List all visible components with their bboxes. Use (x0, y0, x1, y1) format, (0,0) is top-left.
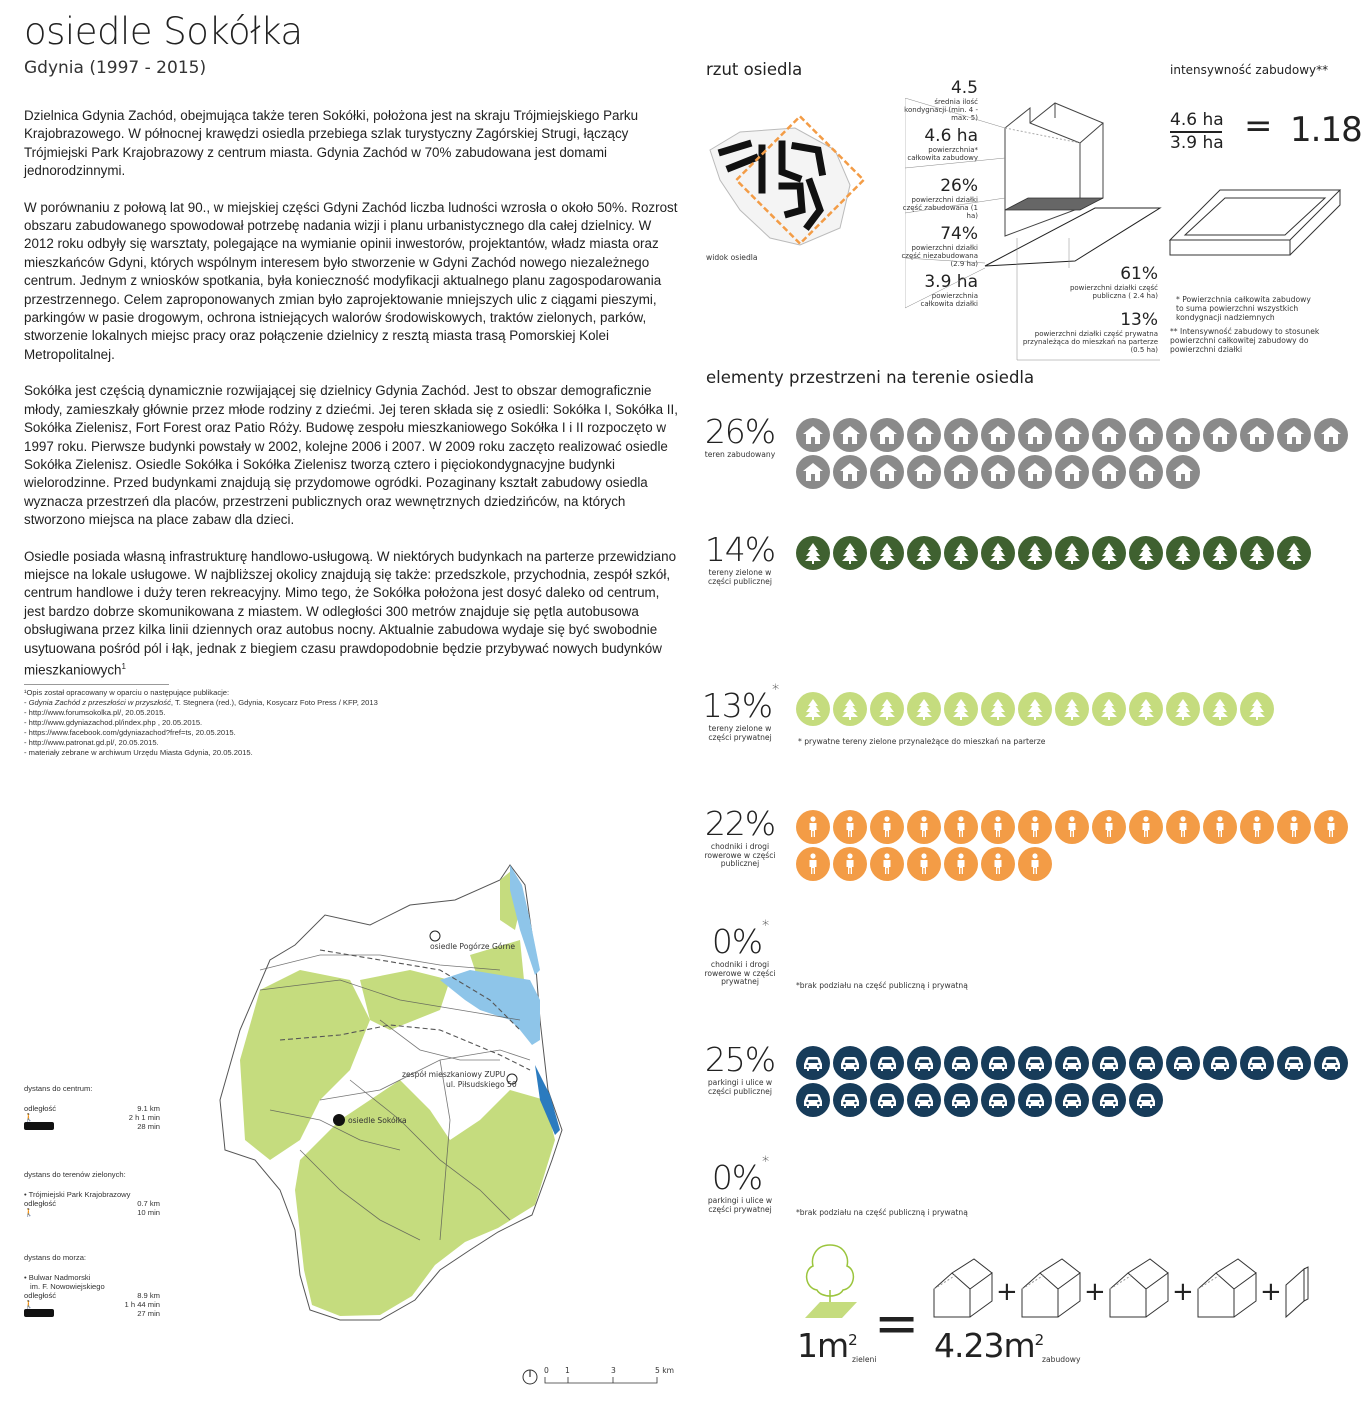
distance-green-walk (24, 1208, 160, 1217)
car-icon (870, 1083, 904, 1117)
icon-row-private-green (796, 692, 1356, 726)
house-icon (981, 418, 1015, 452)
tree-icon (1203, 536, 1237, 570)
intensity-numerator: 4.6 ha (1170, 110, 1224, 130)
elem-row-private-green (700, 682, 780, 742)
footnote-book-title: Gdynia Zachód z przeszłości w przyszłość (28, 698, 171, 707)
house-icon (796, 418, 830, 452)
distance-green-place: • Trójmiejski Park Krajobrazowy (24, 1190, 131, 1199)
car-icon (833, 1046, 867, 1080)
pedestrian-icon (796, 810, 830, 844)
house-icon (1092, 418, 1126, 452)
building-slice-icon (1282, 1255, 1312, 1329)
car-icon (1092, 1083, 1126, 1117)
plan-title: rzut osiedla (706, 60, 803, 79)
tree-outline-icon (795, 1240, 865, 1320)
car-icon (1166, 1046, 1200, 1080)
walk-time: 1 h 44 min (124, 1300, 160, 1309)
stat-value: 4.5 (950, 78, 978, 98)
house-icon (907, 455, 941, 489)
scale-0: 0 (544, 1366, 549, 1375)
tree-icon (981, 536, 1015, 570)
car-icon (907, 1046, 941, 1080)
walk-time: 2 h 1 min (128, 1113, 160, 1122)
tree-icon (1018, 692, 1052, 726)
elem-star: * (762, 1154, 769, 1170)
distance-green-km (24, 1199, 160, 1208)
distance-sea-place-2: im. F. Nowowiejskiego (30, 1282, 105, 1291)
house-icon (870, 455, 904, 489)
stat-value: 74% (940, 224, 978, 244)
distance-green-title: dystans do terenów zielonych: (24, 1170, 126, 1179)
ratio-right (934, 1326, 1043, 1365)
footnote-item: - http://www.patronat.gd.pl/, 20.05.2015. (24, 738, 159, 747)
tree-icon (1129, 536, 1163, 570)
pedestrian-icon (981, 810, 1015, 844)
icon-row-public-parking (796, 1046, 1356, 1117)
distance-value: 9.1 km (137, 1104, 160, 1113)
distance-value: 0.7 km (137, 1199, 160, 1208)
stat-value: 13% (1120, 310, 1158, 330)
elem-pct-value: 25% (704, 1040, 776, 1079)
map-label-zupu: zespół mieszkaniowy ZUPU (402, 1070, 506, 1079)
pedestrian-icon (1203, 810, 1237, 844)
elem-star: * (772, 682, 779, 698)
elem-label: chodniki i drogi rowerowe w części prywatnej (704, 960, 776, 986)
stat-label: powierzchni działki część publiczna ( 2.4 ha) (1069, 284, 1158, 300)
pedestrian-icon (1166, 810, 1200, 844)
elem-pct (700, 1040, 780, 1079)
distance-sea (24, 1253, 160, 1318)
tree-icon (1203, 692, 1237, 726)
car-icon (1129, 1083, 1163, 1117)
house-icon (981, 455, 1015, 489)
intensity-title: intensywność zabudowy** (1170, 63, 1329, 77)
elem-row-public-parking (700, 1040, 780, 1096)
elem-pct-value: 0% (711, 1158, 763, 1197)
stat-value: 61% (1120, 264, 1158, 284)
elem-pct (700, 1154, 780, 1197)
footnote-dash: - (24, 698, 29, 707)
icon-row-public-paths (796, 810, 1356, 881)
plus-sign: + (1172, 1277, 1194, 1307)
elem-row-private-paths (700, 918, 780, 987)
map-label-pogorze: osiedle Pogórze Górne (430, 942, 516, 951)
walk-time: 10 min (137, 1208, 160, 1217)
elem-label: tereny zielone w części publicznej (708, 568, 772, 586)
house-icon (1129, 455, 1163, 489)
footnote-item: - http://www.forumsokolka.pl/, 20.05.2015. (24, 708, 166, 717)
distance-sea-km (24, 1291, 160, 1300)
car-icon (833, 1083, 867, 1117)
footnotes (24, 688, 424, 758)
house-icon (907, 418, 941, 452)
city-map (200, 860, 580, 1340)
scale-3: 3 (611, 1366, 616, 1375)
distance-center-title: dystans do centrum: (24, 1084, 93, 1093)
stat-label: powierzchnia* całkowita zabudowy (907, 146, 978, 162)
ratio-left-sup: 2 (848, 1331, 857, 1349)
ratio-left-value: 1m (797, 1326, 849, 1365)
tree-icon (1166, 536, 1200, 570)
plus-sign: + (1260, 1277, 1282, 1307)
car-icon (1277, 1046, 1311, 1080)
tree-icon (1092, 536, 1126, 570)
tree-icon (796, 536, 830, 570)
footnote-intro: ¹Opis został opracowany w oparciu o następujące publikacje: (24, 688, 230, 697)
footnote-ref: 1 (121, 661, 126, 671)
bus-time: 27 min (137, 1309, 160, 1318)
tree-icon (1055, 692, 1089, 726)
paragraph-2: W porównaniu z połową lat 90., w miejskiej części Gdyni Zachód liczba ludności wzrosła o około 50%. Rozrost obszaru zabudowanego spowodował potrzebę nadania wizji i planu urbanistycznego dla całej dzielnicy. W 2012 roku odbyły się warsztaty, polegające na wymianie opinii inwestorów, projektantów, władz miasta oraz mieszkańców Gdyni, których wspólnym interesem było stworzenie w Gdyni Zachód nowego niezależnego centrum. Jednym z wniosków spotkania, była konieczność modyfikacji aktualnego planu zagospodarowania przestrzennego. Celem zaproponowanych zmian było zaprojektowanie mniejszych ulic z ciągami pieszymi, parkingów w pasie drogowym, ochrona istniejących walorów środowiskowych, traktów zielonych, parków, stworzenie lokalnych miejsc pracy oraz połączenie dzielnicy z resztą miasta trasą Pomorskiej Kolei Metropolitalnej. (24, 199, 678, 362)
map-label-sokolka: osiedle Sokółka (348, 1116, 407, 1125)
tree-icon (1240, 692, 1274, 726)
pedestrian-icon (796, 847, 830, 881)
house-icon (1203, 418, 1237, 452)
house-icon (870, 418, 904, 452)
distance-center-walk (24, 1113, 160, 1122)
bus-time: 28 min (137, 1122, 160, 1131)
car-icon (796, 1046, 830, 1080)
page-title: osiedle Sokółka (24, 10, 303, 53)
house-icon (1240, 418, 1274, 452)
elem-note: *brak podziału na część publiczną i prywatną (796, 981, 968, 990)
distance-label: odległość (24, 1104, 57, 1113)
ratio-left (797, 1326, 857, 1365)
intensity-box-diagram (1165, 180, 1345, 265)
house-icon (944, 418, 978, 452)
car-icon (1314, 1046, 1348, 1080)
elem-note: *brak podziału na część publiczną i prywatną (796, 1208, 968, 1217)
elem-pct (700, 530, 780, 569)
house-icon (833, 455, 867, 489)
stat-label: powierzchni działki część prywatna przynależąca do mieszkań na parterze (0.5 ha) (1022, 330, 1158, 354)
house-icon (796, 455, 830, 489)
plan-caption: widok osiedla (706, 253, 758, 262)
ratio-right-value: 4.23m (934, 1326, 1035, 1365)
car-icon (1055, 1083, 1089, 1117)
building-outline-icon (1194, 1255, 1264, 1329)
footnote-divider (24, 684, 169, 685)
elem-row-public-paths (700, 804, 780, 869)
tree-icon (833, 536, 867, 570)
house-icon (1166, 418, 1200, 452)
distance-sea-title: dystans do morza: (24, 1253, 87, 1262)
elem-pct (700, 412, 780, 451)
elem-note: * prywatne tereny zielone przynależące do mieszkań na parterze (798, 737, 1046, 746)
stat-value: 3.9 ha (924, 272, 978, 292)
tree-icon (796, 692, 830, 726)
intensity-equals: = (1244, 106, 1273, 146)
pedestrian-icon (1314, 810, 1348, 844)
tree-icon (907, 536, 941, 570)
elem-pct (700, 918, 780, 961)
stat-label: powierzchni działki część zabudowana (1 ha) (902, 196, 978, 220)
tree-icon (981, 692, 1015, 726)
building-outline-icon (1106, 1255, 1176, 1329)
bus-icon (24, 1122, 54, 1130)
house-icon (1277, 418, 1311, 452)
house-icon (1018, 418, 1052, 452)
pedestrian-icon (870, 810, 904, 844)
distance-value: 8.9 km (137, 1291, 160, 1300)
paragraph-4-text: Osiedle posiada własną infrastrukturę handlowo-usługową. W niektórych budynkach na parterze przewidziano miejsce na lokale usługowe. W najbliższej okolicy znajdują się także: przedszkole, przychodnia, zespół szkół, centrum handlowe i duży teren rekreacyjny. Mimo tego, że Sokółka położona jest dosyć daleko od centrum, jest bardzo dobrze skomunikowana z miastem. W odległości 300 metrów znajduje się pętla autobusowa obsługiwana przez kilka linii dziennych oraz autobus nocny. Aktualnie zabudowa wydaje się być swobodnie usytuowana pośród pól i łąk, jednak z biegiem czasu prawdopodobnie będzie przybywać nowych budynków mieszkaniowych (24, 548, 677, 678)
elem-label: tereny zielone w części prywatnej (708, 724, 772, 742)
stat-label: średnia ilość kondygnacji (min. 4 - max. 5) (904, 98, 978, 122)
stat-value: 4.6 ha (924, 126, 978, 146)
building-outline-icon (930, 1255, 1000, 1329)
scale-5: 5 km (655, 1366, 675, 1375)
pedestrian-icon (833, 847, 867, 881)
pedestrian-icon (907, 847, 941, 881)
intensity-denominator: 3.9 ha (1170, 133, 1224, 153)
tree-icon (1018, 536, 1052, 570)
pedestrian-icon (1018, 847, 1052, 881)
elem-pct-value: 13% (701, 686, 773, 725)
house-icon (833, 418, 867, 452)
elem-pct-value: 26% (704, 412, 776, 451)
icon-row-built (796, 418, 1356, 489)
footnote-book-details: , T. Stegnera (red.), Gdynia, Kosycarz Foto Press / KFP, 2013 (170, 698, 378, 707)
car-icon (981, 1083, 1015, 1117)
elem-pct-value: 0% (711, 922, 763, 961)
distance-center (24, 1084, 160, 1131)
car-icon (944, 1083, 978, 1117)
elem-label: chodniki i drogi rowerowe w części publicznej (704, 842, 776, 868)
elem-row-private-parking (700, 1154, 780, 1214)
house-icon (1092, 455, 1126, 489)
car-icon (796, 1083, 830, 1117)
description (24, 107, 679, 698)
tree-icon (1092, 692, 1126, 726)
ratio-right-sup: 2 (1034, 1331, 1044, 1349)
distance-sea-bus (24, 1309, 160, 1318)
distance-green (24, 1170, 160, 1217)
distance-center-km (24, 1104, 160, 1113)
house-icon (1018, 455, 1052, 489)
tree-icon (907, 692, 941, 726)
car-icon (1092, 1046, 1126, 1080)
tree-icon (1240, 536, 1274, 570)
elem-row-public-green (700, 530, 780, 586)
elem-label: parkingi i ulice w części prywatnej (707, 1196, 773, 1214)
paragraph-1: Dzielnica Gdynia Zachód, obejmująca także teren Sokółki, położona jest na skraju Trójmiejskiego Parku Krajobrazowego. W północnej krawędzi osiedla przebiega szlak turystyczny Zagórskiej Strugi, łączący Trójmiejski Park Krajobrazowy z centrum miasta. Gdynia Zachód w 70% zabudowana jest domami jednorodzinnymi. (24, 108, 639, 179)
pedestrian-icon (1277, 810, 1311, 844)
elem-row-built (700, 412, 780, 460)
pedestrian-icon (1055, 810, 1089, 844)
house-icon (1055, 455, 1089, 489)
elements-title: elementy przestrzeni na terenie osiedla (706, 368, 1035, 387)
pedestrian-icon (944, 810, 978, 844)
car-icon (870, 1046, 904, 1080)
ratio-equals: = (874, 1292, 920, 1355)
intensity-note-1: * Powierzchnia całkowita zabudowy to suma powierzchni wszystkich kondygnacji nadziemnych (1176, 295, 1311, 322)
plus-sign: + (1084, 1277, 1106, 1307)
walk-icon: 🚶 (24, 1208, 34, 1217)
car-icon (1203, 1046, 1237, 1080)
pedestrian-icon (1240, 810, 1274, 844)
tree-icon (1166, 692, 1200, 726)
ratio-right-unit: zabudowy (1042, 1355, 1081, 1364)
distance-sea-place: • Bulwar Nadmorski (24, 1273, 91, 1282)
elem-star: * (762, 918, 769, 934)
elem-label: parkingi i ulice w części publicznej (707, 1078, 773, 1096)
footnote-item (24, 698, 424, 708)
footnote-item: - materiały zebrane w archiwum Urzędu Miasta Gdynia, 20.05.2015. (24, 748, 253, 757)
tree-icon (1277, 536, 1311, 570)
pedestrian-icon (870, 847, 904, 881)
site-plan-diagram (700, 110, 870, 250)
house-icon (1314, 418, 1348, 452)
pedestrian-icon (1018, 810, 1052, 844)
pedestrian-icon (981, 847, 1015, 881)
walk-icon: 🚶 (24, 1300, 34, 1309)
tree-icon (944, 536, 978, 570)
tree-icon (833, 692, 867, 726)
car-icon (1055, 1046, 1089, 1080)
footnote-item: - https://www.facebook.com/gdyniazachod?fref=ts, 20.05.2015. (24, 728, 236, 737)
plus-sign: + (996, 1277, 1018, 1307)
intensity-value: 1.18 (1290, 110, 1362, 150)
car-icon (1129, 1046, 1163, 1080)
paragraph-3: Sokółka jest częścią dynamicznie rozwijającej się dzielnicy Gdynia Zachód. Jest to obszar demograficznie młody, zamieszkały głównie przez młode rodziny z dziećmi. Jej teren składa się z osiedli: Sokółka I, Sokółka II, Sokółka Zielenisz, Fort Forest oraz Patio Róży. Budowę zespołu mieszkaniowego Sokółka I i II rozpoczęto w 1997 roku. Pierwsze budynki powstały w 2002, kolejne 2006 i 2007. W 2009 roku zaczęto realizować osiedle Sokółka Zielenisz. Osiedle Sokółka i Sokółka Zielenisz tworzą cztero i pięciokondygnacyjne budynki wielorodzinne. Przed budynkami znajdują się przydomowe ogródki. Pozaginany kształt zabudowy osiedla wyznacza przestrzeń dla placów, przestrzeni publicznych oraz wewnętrznych dziedzińców, na których stworzono miejsca na place zabaw dla dzieci. (24, 383, 678, 528)
house-chain (930, 1255, 1350, 1330)
stat-value: 26% (940, 176, 978, 196)
distance-sea-walk (24, 1300, 160, 1309)
distance-center-bus (24, 1122, 160, 1131)
ratio-left-unit: zieleni (852, 1355, 877, 1364)
tree-icon (870, 692, 904, 726)
distance-label: odległość (24, 1291, 57, 1300)
distance-label: odległość (24, 1199, 57, 1208)
elem-pct (700, 804, 780, 843)
house-icon (1166, 455, 1200, 489)
icon-row-public-green (796, 536, 1356, 570)
footnote-item: - http://www.gdyniazachod.pl/index.php , 20.05.2015. (24, 718, 203, 727)
stat-label: powierzchni działki część niezabudowana (2.9 ha) (901, 244, 978, 268)
building-axonometric (905, 98, 1165, 368)
intensity-note-2: ** Intensywność zabudowy to stosunek powierzchni całkowitej zabudowy do powierzchni działki (1170, 327, 1320, 354)
tree-icon (944, 692, 978, 726)
stat-label: powierzchnia całkowita działki (920, 292, 978, 308)
building-outline-icon (1018, 1255, 1088, 1329)
car-icon (944, 1046, 978, 1080)
pedestrian-icon (1129, 810, 1163, 844)
paragraph-4 (24, 548, 679, 680)
map-label-zupu-street: ul. Piłsudskiego 50 (446, 1080, 517, 1089)
tree-icon (1055, 536, 1089, 570)
elem-pct-value: 14% (704, 530, 776, 569)
walk-icon: 🚶 (24, 1113, 34, 1122)
page-subtitle: Gdynia (1997 - 2015) (24, 58, 207, 78)
pedestrian-icon (907, 810, 941, 844)
car-icon (1018, 1046, 1052, 1080)
car-icon (1018, 1083, 1052, 1117)
elem-pct (700, 682, 780, 725)
tree-icon (870, 536, 904, 570)
pedestrian-icon (1092, 810, 1126, 844)
tree-icon (1129, 692, 1163, 726)
car-icon (1240, 1046, 1274, 1080)
bus-icon (24, 1309, 54, 1317)
pedestrian-icon (833, 810, 867, 844)
elem-pct-value: 22% (704, 804, 776, 843)
car-icon (907, 1083, 941, 1117)
house-icon (1129, 418, 1163, 452)
car-icon (981, 1046, 1015, 1080)
house-icon (1055, 418, 1089, 452)
house-icon (944, 455, 978, 489)
scale-1: 1 (565, 1366, 570, 1375)
pedestrian-icon (944, 847, 978, 881)
elem-label: teren zabudowany (704, 450, 776, 459)
